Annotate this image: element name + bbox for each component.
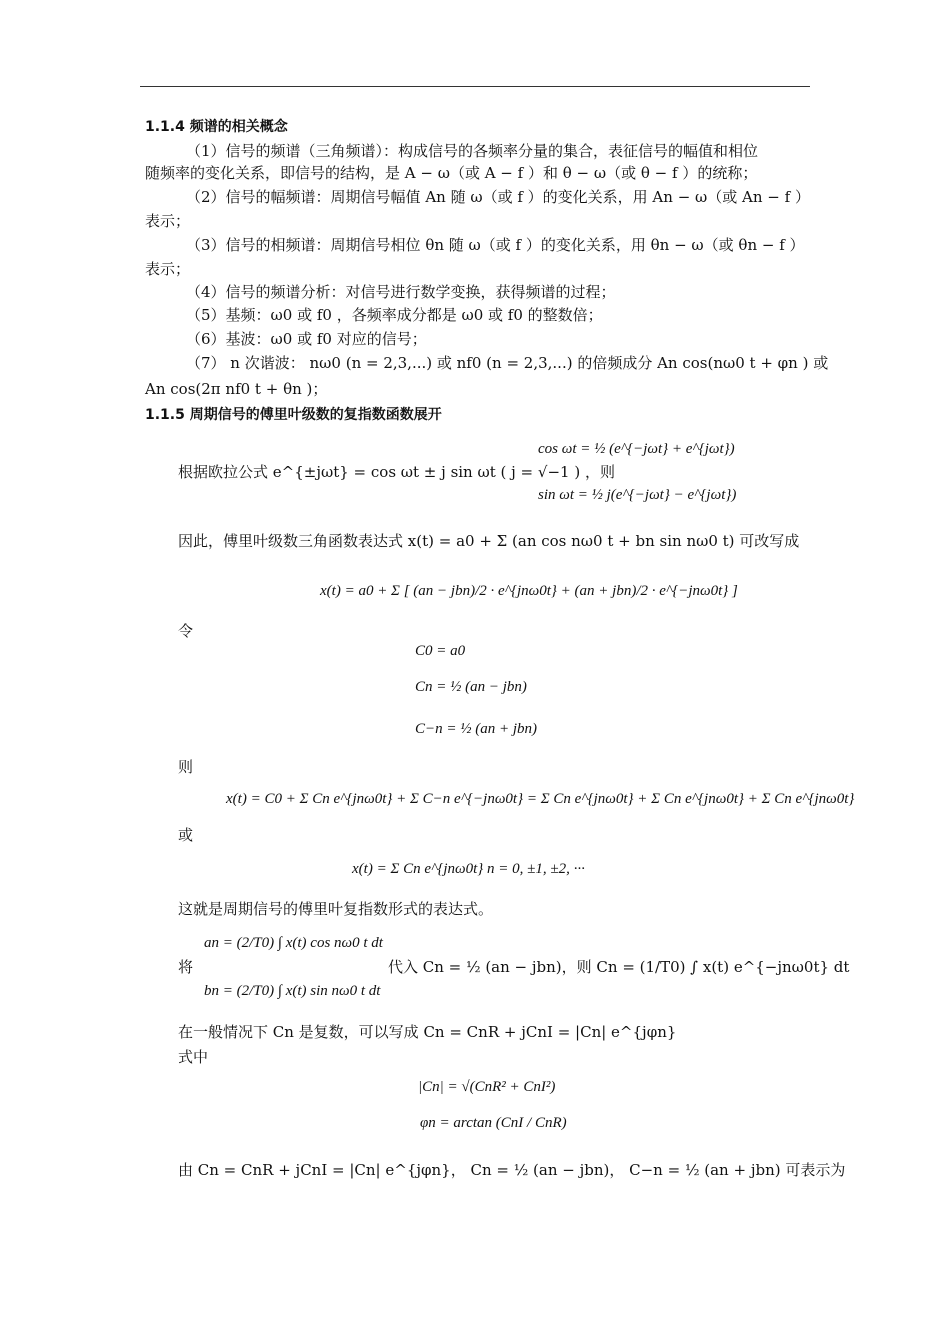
explanation-line: 这就是周期信号的傅里叶复指数形式的表达式。	[178, 900, 494, 918]
section-heading-1-1-4: 1.1.4 频谱的相关概念	[145, 119, 288, 135]
section-heading-1-1-5: 1.1.5 周期信号的傅里叶级数的复指数函数展开	[145, 407, 442, 423]
label-ling: 令	[178, 622, 194, 640]
cos-identity: cos ωt = ½ (e^{−jωt} + e^{jωt})	[538, 441, 735, 457]
paragraph-1-cont: 随频率的变化关系，即信号的结构，是 A − ω（或 A − f ）和 θ − ω（或 θ − f ）的统称；	[145, 164, 758, 182]
equation-xt-sums: x(t) = C0 + Σ Cn e^{jnω0t} + Σ C−n e^{−jnω0t} = Σ Cn e^{jnω0t} + Σ Cn e^{jnω0t} + Σ Cn e^{jnω0t}	[226, 791, 855, 807]
sin-identity: sin ωt = ½ j(e^{−jωt} − e^{jωt})	[538, 487, 737, 503]
paragraph-3: （3）信号的相频谱：周期信号相位 θn 随 ω（或 f ）的变化关系，用 θn − ω（或 θn − f ）	[186, 236, 805, 254]
equation-cn: Cn = ½ (an − jbn)	[415, 679, 527, 695]
equation-phase: φn = arctan (CnI / CnR)	[420, 1115, 567, 1131]
paragraph-6: （6）基波：ω0 或 f0 对应的信号；	[186, 330, 427, 348]
paragraph-2-cont: 表示；	[145, 212, 191, 230]
general-case-line: 在一般情况下 Cn 是复数，可以写成 Cn = CnR + jCnI = |Cn| e^{jφn}	[178, 1023, 677, 1041]
fourier-trig-line: 因此，傅里叶级数三角函数表达式 x(t) = a0 + Σ (an cos nω0 t + bn sin nω0 t) 可改写成	[178, 532, 800, 550]
paragraph-7-cont: An cos(2π nf0 t + θn )；	[145, 380, 328, 398]
paragraph-7: （7） n 次谐波： nω0 (n = 2,3,...) 或 nf0 (n = 2,3,...) 的倍频成分 An cos(nω0 t + φn ) 或	[186, 354, 829, 372]
equation-an: an = (2/T0) ∫ x(t) cos nω0 t dt	[204, 935, 383, 951]
equation-bn: bn = (2/T0) ∫ x(t) sin nω0 t dt	[204, 983, 381, 999]
label-huo: 或	[178, 826, 194, 844]
paragraph-5: （5）基频：ω0 或 f0 ，各频率成分都是 ω0 或 f0 的整数倍；	[186, 306, 603, 324]
last-line: 由 Cn = CnR + jCnI = |Cn| e^{jφn}， Cn = ½ (an − jbn)， C−n = ½ (an + jbn) 可表示为	[178, 1161, 846, 1179]
equation-c0: C0 = a0	[415, 643, 466, 659]
header-rule	[140, 86, 810, 87]
paragraph-1: （1）信号的频谱（三角频谱）：构成信号的各频率分量的集合，表征信号的幅值和相位	[186, 142, 759, 160]
euler-formula-line: 根据欧拉公式 e^{±jωt} = cos ωt ± j sin ωt ( j = √−1 ) ，则	[178, 463, 615, 481]
paragraph-4: （4）信号的频谱分析：对信号进行数学变换，获得频谱的过程；	[186, 283, 616, 301]
paragraph-2: （2）信号的幅频谱：周期信号幅值 An 随 ω（或 f ）的变化关系，用 An − ω（或 An − f ）	[186, 188, 810, 206]
equation-modulus: |Cn| = √(CnR² + CnI²)	[418, 1079, 556, 1095]
substitute-line: 代入 Cn = ½ (an − jbn)，则 Cn = (1/T0) ∫ x(t) e^{−jnω0t} dt	[388, 958, 850, 976]
equation-c-minus-n: C−n = ½ (an + jbn)	[415, 721, 538, 737]
label-jiang: 将	[178, 958, 194, 976]
label-shizhong: 式中	[178, 1048, 209, 1066]
equation-xt-complex: x(t) = Σ Cn e^{jnω0t} n = 0, ±1, ±2, ···	[352, 861, 585, 877]
equation-xt-expanded: x(t) = a0 + Σ [ (an − jbn)/2 · e^{jnω0t} + (an + jbn)/2 · e^{−jnω0t} ]	[320, 583, 738, 599]
label-ze: 则	[178, 758, 194, 776]
paragraph-3-cont: 表示；	[145, 260, 191, 278]
